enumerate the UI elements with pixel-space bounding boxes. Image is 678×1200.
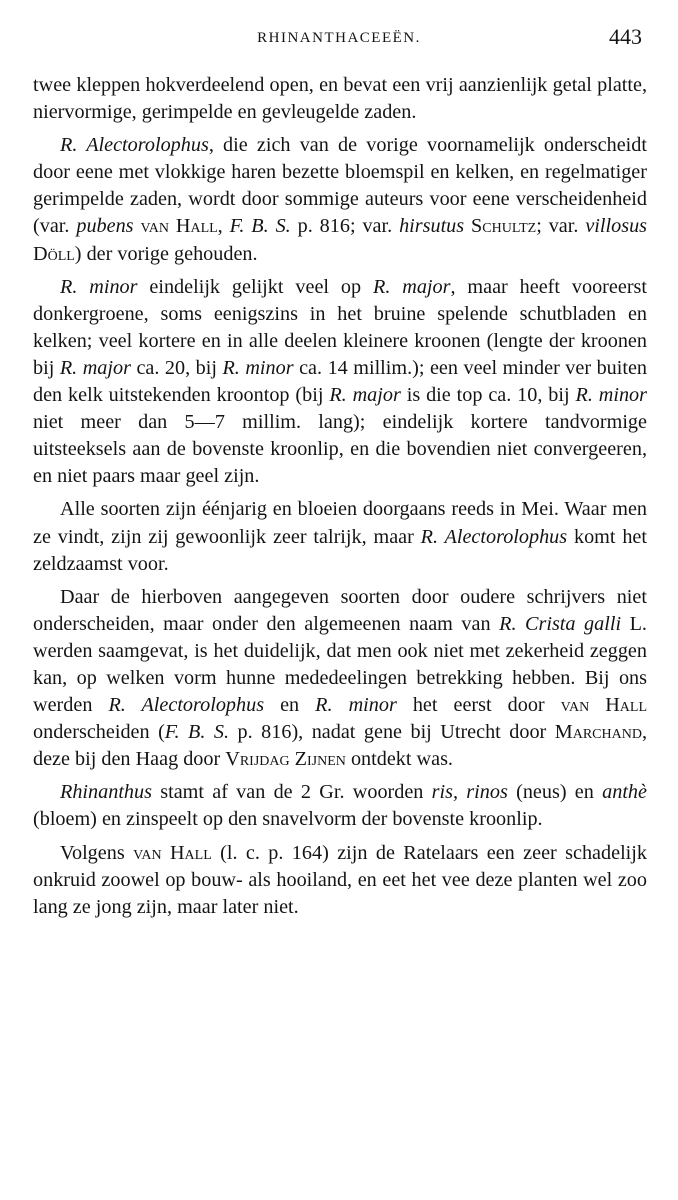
paragraph-2: [33, 132, 647, 267]
italic-text: R. minor: [575, 384, 647, 407]
text-run: , maar heeft vooreerst donkergroene, soms eenigszins in het bruine spelende schutbladen en kelken; veel kortere en in alle deelen kleinere kroonen (lengte der kroonen bij: [33, 275, 648, 379]
small-caps-text: Döll: [33, 242, 75, 265]
italic-text: ris, rinos: [431, 781, 508, 804]
text-run: p. 816), nadat gene bij Utrecht door: [229, 721, 555, 744]
small-caps-text: van Hall: [560, 694, 647, 717]
text-run: onderscheiden (: [33, 721, 165, 744]
italic-text: pubens: [76, 215, 134, 238]
text-run: is die top ca. 10, bij: [400, 384, 576, 407]
paragraph-3: [33, 274, 647, 491]
text-run: Volgens: [60, 841, 134, 864]
text-run: en: [264, 694, 316, 717]
paragraph-6: [33, 779, 647, 833]
page-number: 443: [609, 24, 642, 49]
small-caps-text: Vrijdag Zijnen: [225, 748, 346, 771]
italic-text: R. minor: [222, 356, 294, 379]
italic-text: F. B. S.: [164, 721, 230, 744]
text-run: (neus) en: [507, 781, 603, 804]
italic-text: R. Alectorolophus: [420, 525, 568, 548]
text-run: Daar de hierboven aangegeven soorten door oudere schrijvers niet onderscheiden, maar onder den algemeenen naam van: [33, 585, 647, 635]
text-run: komt het zeldzaamst voor.: [33, 525, 647, 575]
text-run: ; var.: [536, 215, 586, 238]
paragraph-7: [33, 840, 647, 921]
small-caps-text: Marchand: [554, 721, 642, 744]
text-run: , deze bij den Haag door: [33, 721, 647, 771]
text-run: het eerst door: [396, 694, 561, 717]
text-run: ontdekt was.: [345, 748, 453, 771]
text-run: ca. 20, bij: [130, 356, 223, 379]
text-run: [464, 215, 471, 237]
text-run: , die zich van de vorige voornamelijk onderscheidt door eene met vlokkige haren bezette bloemspil en kelken, en regelmatiger gerimpelde zaden, wordt door sommige auteurs voor eene verscheidenheid (var.: [33, 134, 647, 238]
text-run: niet meer dan 5—7 millim. lang); eindelijk kortere tandvormige uitsteeksels aan de bovenste kroonlip, en die bovendien niet convergeeren, en niet paars maar geel zijn.: [33, 411, 647, 488]
small-caps-text: Schultz: [471, 215, 537, 238]
body-text: [33, 72, 647, 927]
italic-text: R. Alectorolophus: [108, 694, 265, 717]
italic-text: R. major: [329, 384, 401, 407]
small-caps-text: van Hall: [133, 841, 212, 864]
italic-text: hirsutus: [399, 215, 465, 238]
text-run: p. 816; var.: [290, 215, 400, 238]
italic-text: R. Alectorolophus: [60, 134, 209, 157]
page-header: [36, 22, 642, 58]
text-run: Alle soorten zijn éénjarig en bloeien doorgaans reeds in Mei. Waar men ze vindt, zijn zij gewoonlijk zeer talrijk, maar: [33, 498, 647, 548]
paragraph-4: [33, 496, 647, 577]
italic-text: R. Crista galli: [499, 612, 622, 635]
small-caps-text: van Hall: [140, 215, 218, 238]
text-run: (l. c. p. 164) zijn de Ratelaars een zeer schadelijk onkruid zoowel op bouw- als hooiland, en eet het vee deze planten wel zoo lang ze jong zijn, maar later niet.: [33, 841, 647, 918]
paragraph-1: [33, 72, 647, 126]
text-run: eindelijk gelijkt veel op: [137, 275, 373, 298]
italic-text: villosus: [585, 215, 648, 238]
italic-text: R. major: [59, 356, 131, 379]
text-run: ca. 14 millim.); een veel minder ver buiten den kelk uitstekenden kroontop (bij: [33, 356, 648, 407]
italic-text: R. minor: [315, 694, 397, 717]
text-run: ) der vorige gehouden.: [74, 242, 258, 265]
italic-text: F. B. S.: [229, 215, 291, 238]
italic-text: R. major: [372, 275, 451, 298]
running-head: RHINANTHACEEËN.: [257, 30, 421, 46]
text-run: stamt af van de 2 Gr. woorden: [151, 781, 432, 804]
text-run: ,: [217, 215, 230, 238]
text-run: L. werden saamgevat, is het duidelijk, dat men ook niet met zekerheid zeggen kan, op welken vorm hunne mededeelingen betrekking hebben. Bij ons werden: [33, 612, 647, 717]
italic-text: Rhinanthus: [60, 781, 152, 804]
italic-text: R. minor: [60, 275, 138, 298]
paragraph-5: [33, 584, 647, 774]
text-run: twee kleppen hokverdeelend open, en bevat een vrij aanzienlijk getal platte, niervormige, gerimpelde en gevleugelde zaden.: [33, 74, 647, 124]
italic-text: anthè: [602, 781, 647, 804]
text-run: (bloem) en zinspeelt op den snavelvorm der bovenste kroonlip.: [33, 808, 543, 831]
